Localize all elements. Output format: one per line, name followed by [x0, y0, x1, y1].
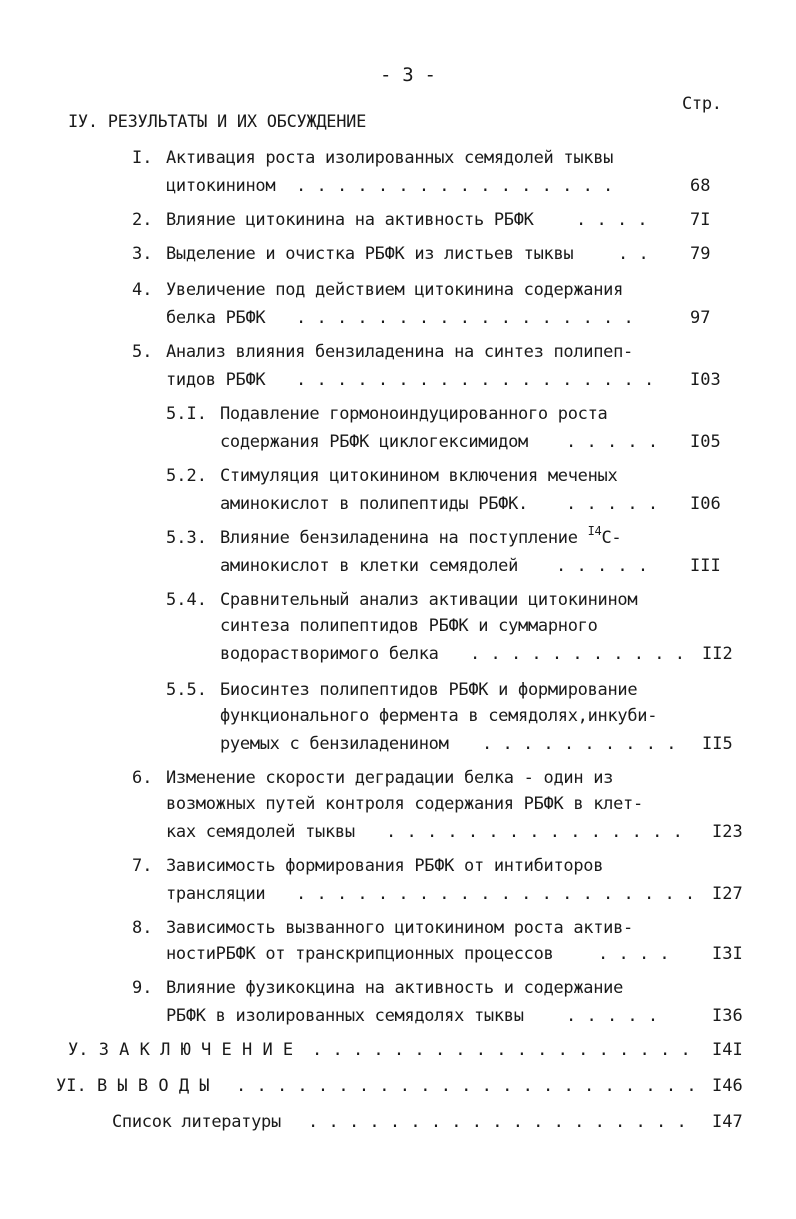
- leader-dots: . . . . .: [566, 1006, 659, 1026]
- toc-entry-6: [0, 768, 796, 794]
- toc-entry-1: [0, 148, 796, 174]
- entry-number: 5.: [132, 342, 153, 362]
- toc-entry-9: [0, 978, 796, 1004]
- toc-entry-5-5-line2: [0, 706, 796, 732]
- entry-title-line1: Активация роста изолированных семядолей тыквы: [166, 148, 614, 168]
- entry-title-line1: Зависимость вызванного цитокинином роста актив-: [166, 918, 633, 938]
- entry-number: 3.: [132, 244, 153, 264]
- toc-entry-7: [0, 856, 796, 882]
- page-column-header: Стр.: [682, 94, 722, 114]
- entry-title-line1: Сравнительный анализ активации цитокинином: [220, 590, 638, 610]
- toc-entry-3: [0, 244, 796, 270]
- entry-title-line2: возможных путей контроля содержания РБФК в клет-: [166, 794, 643, 814]
- entry-page: I36: [712, 1006, 743, 1026]
- entry-number: 2.: [132, 210, 153, 230]
- entry-page: 68: [690, 176, 711, 196]
- leader-dots: . .: [618, 244, 649, 264]
- entry-title-line3: руемых с бензиладенином: [220, 734, 449, 754]
- entry-title-line1: Стимуляция цитокинином включения меченых: [220, 466, 618, 486]
- section-v-conclusion: [0, 1040, 796, 1066]
- entry-title-line1: [220, 524, 622, 548]
- leader-dots: . . . . . . . . . . . . . . . . . .: [296, 370, 655, 390]
- entry-page: I4I: [712, 1040, 743, 1060]
- entry-title-line2: белка РБФК: [166, 308, 266, 328]
- entry-title-line2: функционального фермента в семядолях,инкуби-: [220, 706, 658, 726]
- toc-entry-7-line2: [0, 884, 796, 910]
- section-label: УI. В Ы В О Д Ы: [56, 1076, 210, 1096]
- section-vi-findings: [0, 1076, 796, 1102]
- toc-entry-4-line2: [0, 308, 796, 334]
- entry-title-line2: трансляции: [166, 884, 266, 904]
- toc-entry-6-line2: [0, 794, 796, 820]
- entry-title-line1: Анализ влияния бензиладенина на синтез полипеп-: [166, 342, 633, 362]
- toc-entry-9-line2: [0, 1006, 796, 1032]
- leader-dots: . . . .: [576, 210, 648, 230]
- toc-entry-5-4: [0, 590, 796, 616]
- toc-entry-5-4-line2: [0, 616, 796, 642]
- entry-number: 5.4.: [166, 590, 207, 610]
- leader-dots: . . . . . . . . . . . . . . . . . . .: [312, 1040, 691, 1060]
- entry-number: 5.5.: [166, 680, 207, 700]
- entry-title-line1: Влияние цитокинина на активность РБФК: [166, 210, 534, 230]
- entry-title-line2: РБФК в изолированных семядолях тыквы: [166, 1006, 524, 1026]
- entry-title-line2: аминокислот в клетки семядолей: [220, 556, 519, 576]
- leader-dots: . . . . . . . . . . . . . . .: [386, 822, 683, 842]
- leader-dots: . . . . . . . . . . . . . . . . .: [296, 308, 634, 328]
- entry-title-line1: Зависимость формирования РБФК от интибиторов: [166, 856, 604, 876]
- leader-dots: . . . . . . . . . . . . . . . .: [296, 176, 614, 196]
- page-number: - 3 -: [380, 64, 436, 86]
- entry-title-line2: аминокислот в полипептиды РБФК.: [220, 494, 528, 514]
- entry-title-line2: тидов РБФК: [166, 370, 266, 390]
- entry-page: I46: [712, 1076, 743, 1096]
- leader-dots: . . . .: [598, 944, 670, 964]
- entry-title-line1: Изменение скорости деградации белка - один из: [166, 768, 614, 788]
- toc-entry-4: [0, 280, 796, 306]
- entry-title-part-b: С-: [601, 528, 622, 548]
- entry-page: I05: [690, 432, 721, 452]
- toc-entry-5-2-line2: [0, 494, 796, 520]
- isotope-superscript: I4: [587, 524, 602, 538]
- entry-page: 97: [690, 308, 711, 328]
- entry-page: I23: [712, 822, 743, 842]
- entry-page: I3I: [712, 944, 743, 964]
- leader-dots: . . . . . . . . . . . . . . . . . . . .: [296, 884, 696, 904]
- toc-entry-5-1: [0, 404, 796, 430]
- entry-number: 6.: [132, 768, 153, 788]
- leader-dots: . . . . .: [556, 556, 649, 576]
- entry-number: 5.3.: [166, 528, 207, 548]
- toc-entry-5-3-line2: [0, 556, 796, 582]
- entry-number: 7.: [132, 856, 153, 876]
- entry-title-line1: Увеличение под действием цитокинина содержания: [166, 280, 624, 300]
- entry-title-line3: водорастворимого белка: [220, 644, 439, 664]
- leader-dots: . . . . .: [566, 432, 659, 452]
- leader-dots: . . . . . . . . . .: [482, 734, 677, 754]
- toc-entry-5-3: [0, 524, 796, 554]
- leader-dots: . . . . . . . . . . . . . . . . . . . . . . .: [236, 1076, 697, 1096]
- entry-page: II5: [702, 734, 733, 754]
- toc-entry-5-5: [0, 680, 796, 706]
- entry-title-line2: содержания РБФК циклогексимидом: [220, 432, 528, 452]
- section-label: У. З А К Л Ю Ч Е Н И Е: [68, 1040, 294, 1060]
- toc-entry-1-line2: [0, 176, 796, 202]
- toc-entry-5-5-line3: [0, 734, 796, 760]
- entry-title-line1: Биосинтез полипептидов РБФК и формирование: [220, 680, 638, 700]
- entry-page: I03: [690, 370, 721, 390]
- toc-entry-2: [0, 210, 796, 236]
- entry-number: 4.: [132, 280, 153, 300]
- entry-number: 5.2.: [166, 466, 207, 486]
- leader-dots: . . . . .: [566, 494, 659, 514]
- toc-entry-5-1-line2: [0, 432, 796, 458]
- entry-page: I27: [712, 884, 743, 904]
- toc-entry-5-2: [0, 466, 796, 492]
- entry-title-part-a: Влияние бензиладенина на поступление: [220, 528, 588, 548]
- entry-page: I06: [690, 494, 721, 514]
- entry-number: 9.: [132, 978, 153, 998]
- entry-title-line1: Влияние фузикокцина на активность и содержание: [166, 978, 624, 998]
- toc-entry-8-line2: [0, 944, 796, 970]
- entry-page: III: [690, 556, 721, 576]
- entry-page: 79: [690, 244, 711, 264]
- entry-number: 5.I.: [166, 404, 207, 424]
- entry-title-line1: Выделение и очистка РБФК из листьев тыквы: [166, 244, 574, 264]
- entry-title-line3: ках семядолей тыквы: [166, 822, 355, 842]
- entry-title-line2: синтеза полипептидов РБФК и суммарного: [220, 616, 598, 636]
- entry-page: 7I: [690, 210, 711, 230]
- toc-entry-6-line3: [0, 822, 796, 848]
- toc-entry-8: [0, 918, 796, 944]
- references-entry: [0, 1112, 796, 1138]
- leader-dots: . . . . . . . . . . . . . . . . . . .: [308, 1112, 687, 1132]
- section-label: Список литературы: [112, 1112, 281, 1132]
- entry-page: II2: [702, 644, 733, 664]
- toc-entry-5: [0, 342, 796, 368]
- toc-entry-5-line2: [0, 370, 796, 396]
- toc-entry-5-4-line3: [0, 644, 796, 670]
- entry-number: I.: [132, 148, 153, 168]
- entry-page: I47: [712, 1112, 743, 1132]
- entry-number: 8.: [132, 918, 153, 938]
- section-iv-heading: IУ. РЕЗУЛЬТАТЫ И ИХ ОБСУЖДЕНИЕ: [68, 112, 367, 132]
- leader-dots: . . . . . . . . . . .: [470, 644, 685, 664]
- entry-title-line2: ностиРБФК от транскрипционных процессов: [166, 944, 554, 964]
- entry-title-line2: цитокинином: [166, 176, 276, 196]
- entry-title-line1: Подавление гормоноиндуцированного роста: [220, 404, 608, 424]
